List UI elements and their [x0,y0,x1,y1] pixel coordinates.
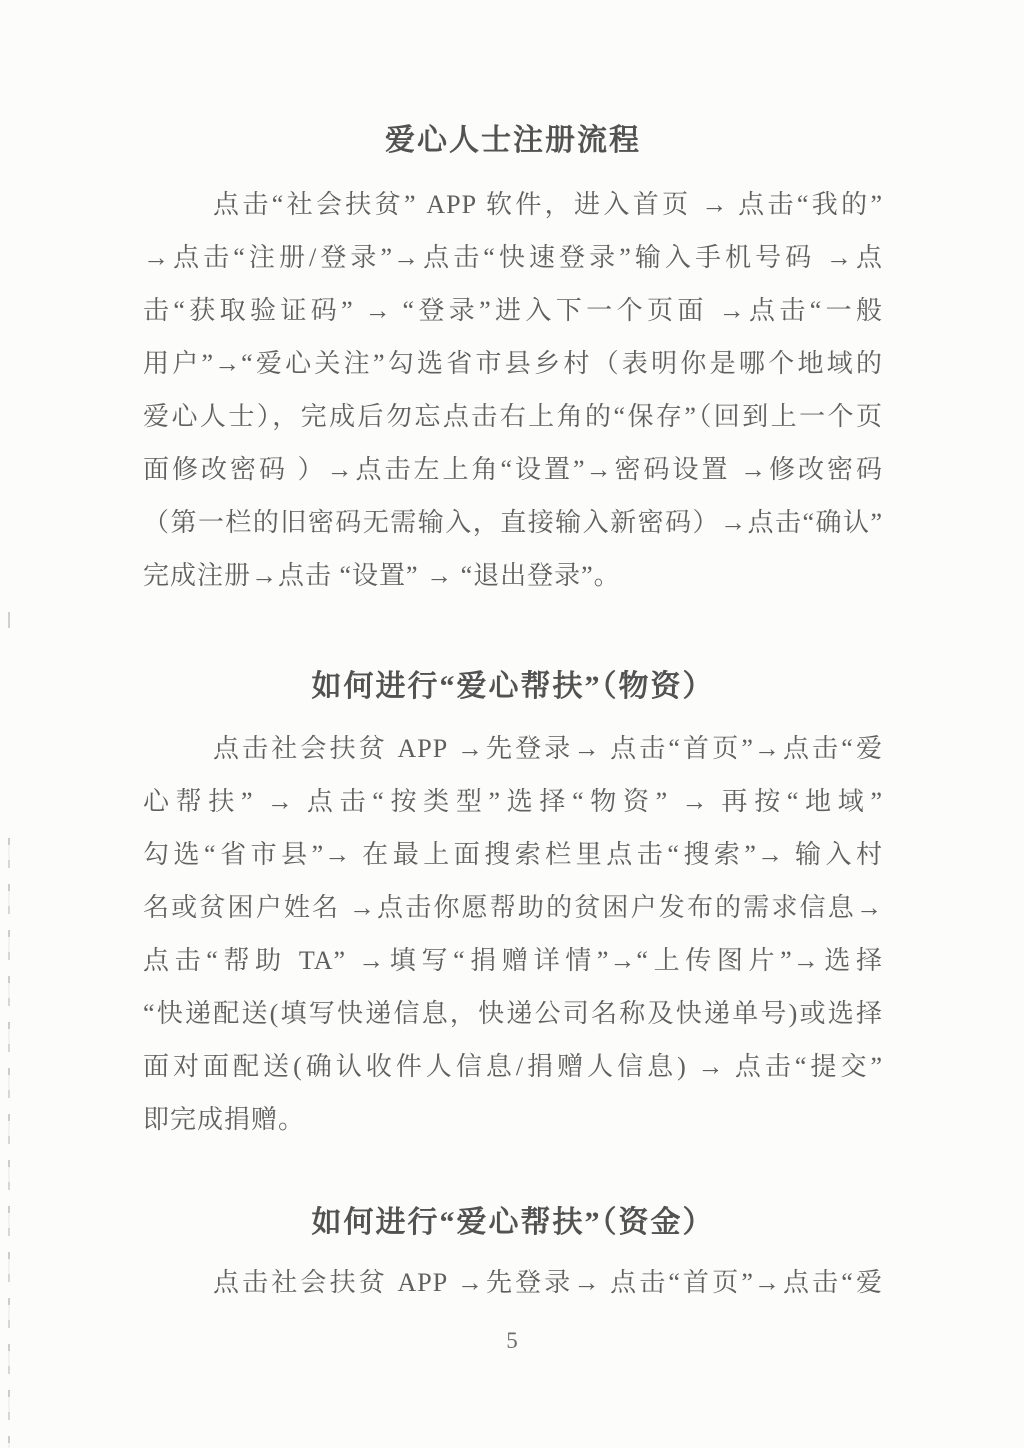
text-line: 击“获取验证码” → “登录”进入下一个页面 →点击“一般 [143,296,883,325]
text-line: 即完成捐赠。 [143,1105,306,1134]
text-line: 点击社会扶贫 APP →先登录→ 点击“首页”→点击“爱 [213,734,883,763]
section-registration-process [143,0,883,602]
section-title-registration: 爱心人士注册流程 [385,124,641,157]
text-block [143,0,883,1309]
text-line: 心帮扶” → 点击“按类型”选择“物资” → 再按“地域” [143,787,883,816]
section-help-materials [143,602,883,1146]
section-body-registration [143,178,883,602]
section-help-funds [143,1146,883,1309]
text-line: 面对面配送(确认收件人信息/捐赠人信息) → 点击“提交” [143,1052,883,1081]
text-line: 完成注册→点击 “设置” → “退出登录”。 [143,561,621,590]
text-line: 名或贫困户姓名 →点击你愿帮助的贫困户发布的需求信息→ [143,893,883,922]
scan-artifact-left-edge-bottom [8,838,10,1448]
text-line: “快递配送(填写快递信息，快递公司名称及快递单号)或选择 [143,999,883,1028]
text-line: 爱心人士），完成后勿忘点击右上角的“保存”（回到上一个页 [143,402,883,431]
text-line: 点击“社会扶贫” APP 软件，进入首页 → 点击“我的” [213,190,883,219]
section-title-help-materials: 如何进行“爱心帮扶”（物资） [311,670,715,703]
section-body-help-funds [143,1256,883,1309]
scan-artifact-left-edge-top [8,612,10,628]
text-line: 勾选“省市县”→ 在最上面搜索栏里点击“搜索”→ 输入村 [143,840,883,869]
page-number: 5 [506,1328,518,1353]
text-line: →点击“注册/登录”→点击“快速登录”输入手机号码 →点 [143,243,883,272]
text-line: 面修改密码 ）→点击左上角“设置”→密码设置 →修改密码 [143,455,883,484]
text-line: 用户”→“爱心关注”勾选省市县乡村（表明你是哪个地域的 [143,349,883,378]
text-line: （第一栏的旧密码无需输入，直接输入新密码）→点击“确认” [143,508,883,537]
section-body-help-materials [143,722,883,1146]
text-line: 点击社会扶贫 APP →先登录→ 点击“首页”→点击“爱 [213,1268,883,1297]
text-line: 点击“帮助 TA” →填写“捐赠详情”→“上传图片”→选择 [143,946,883,975]
section-title-help-funds: 如何进行“爱心帮扶”（资金） [311,1206,715,1239]
